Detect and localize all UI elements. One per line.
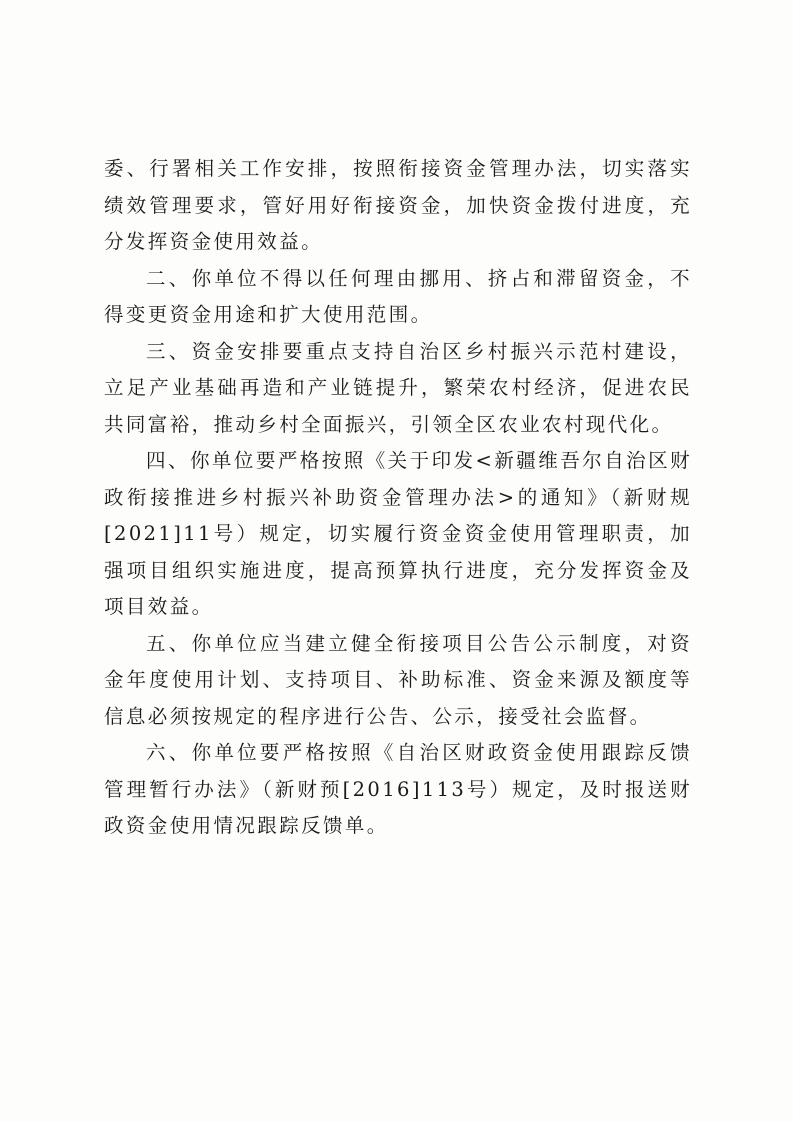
paragraph-item-2: 二、你单位不得以任何理由挪用、挤占和滞留资金，不得变更资金用途和扩大使用范围。 xyxy=(104,266,692,326)
paragraph-continuation: 委、行署相关工作安排，按照衔接资金管理办法，切实落实绩效管理要求，管好用好衔接资金，加快资金拨付进度，充分发挥资金使用效益。 xyxy=(104,157,692,253)
paragraph-item-4: 四、你单位要严格按照《关于印发<新疆维吾尔自治区财政衔接推进乡村振兴补助资金管理办法>的通知》（新财规[2021]11号）规定，切实履行资金资金使用管理职责，加强项目组织实施进度，提高预算执行进度，充分发挥资金及项目效益。 xyxy=(104,449,692,618)
paragraph-item-3: 三、资金安排要重点支持自治区乡村振兴示范村建设，立足产业基础再造和产业链提升，繁荣农村经济，促进农民共同富裕，推动乡村全面振兴，引领全区农业农村现代化。 xyxy=(104,339,692,436)
paragraph-item-5: 五、你单位应当建立健全衔接项目公告公示制度，对资金年度使用计划、支持项目、补助标准、资金来源及额度等信息必须按规定的程序进行公告、公示，接受社会监督。 xyxy=(104,631,692,728)
paragraph-item-6: 六、你单位要严格按照《自治区财政资金使用跟踪反馈管理暂行办法》（新财预[2016]113号）规定，及时报送财政资金使用情况跟踪反馈单。 xyxy=(104,741,692,837)
document-body xyxy=(104,151,692,845)
